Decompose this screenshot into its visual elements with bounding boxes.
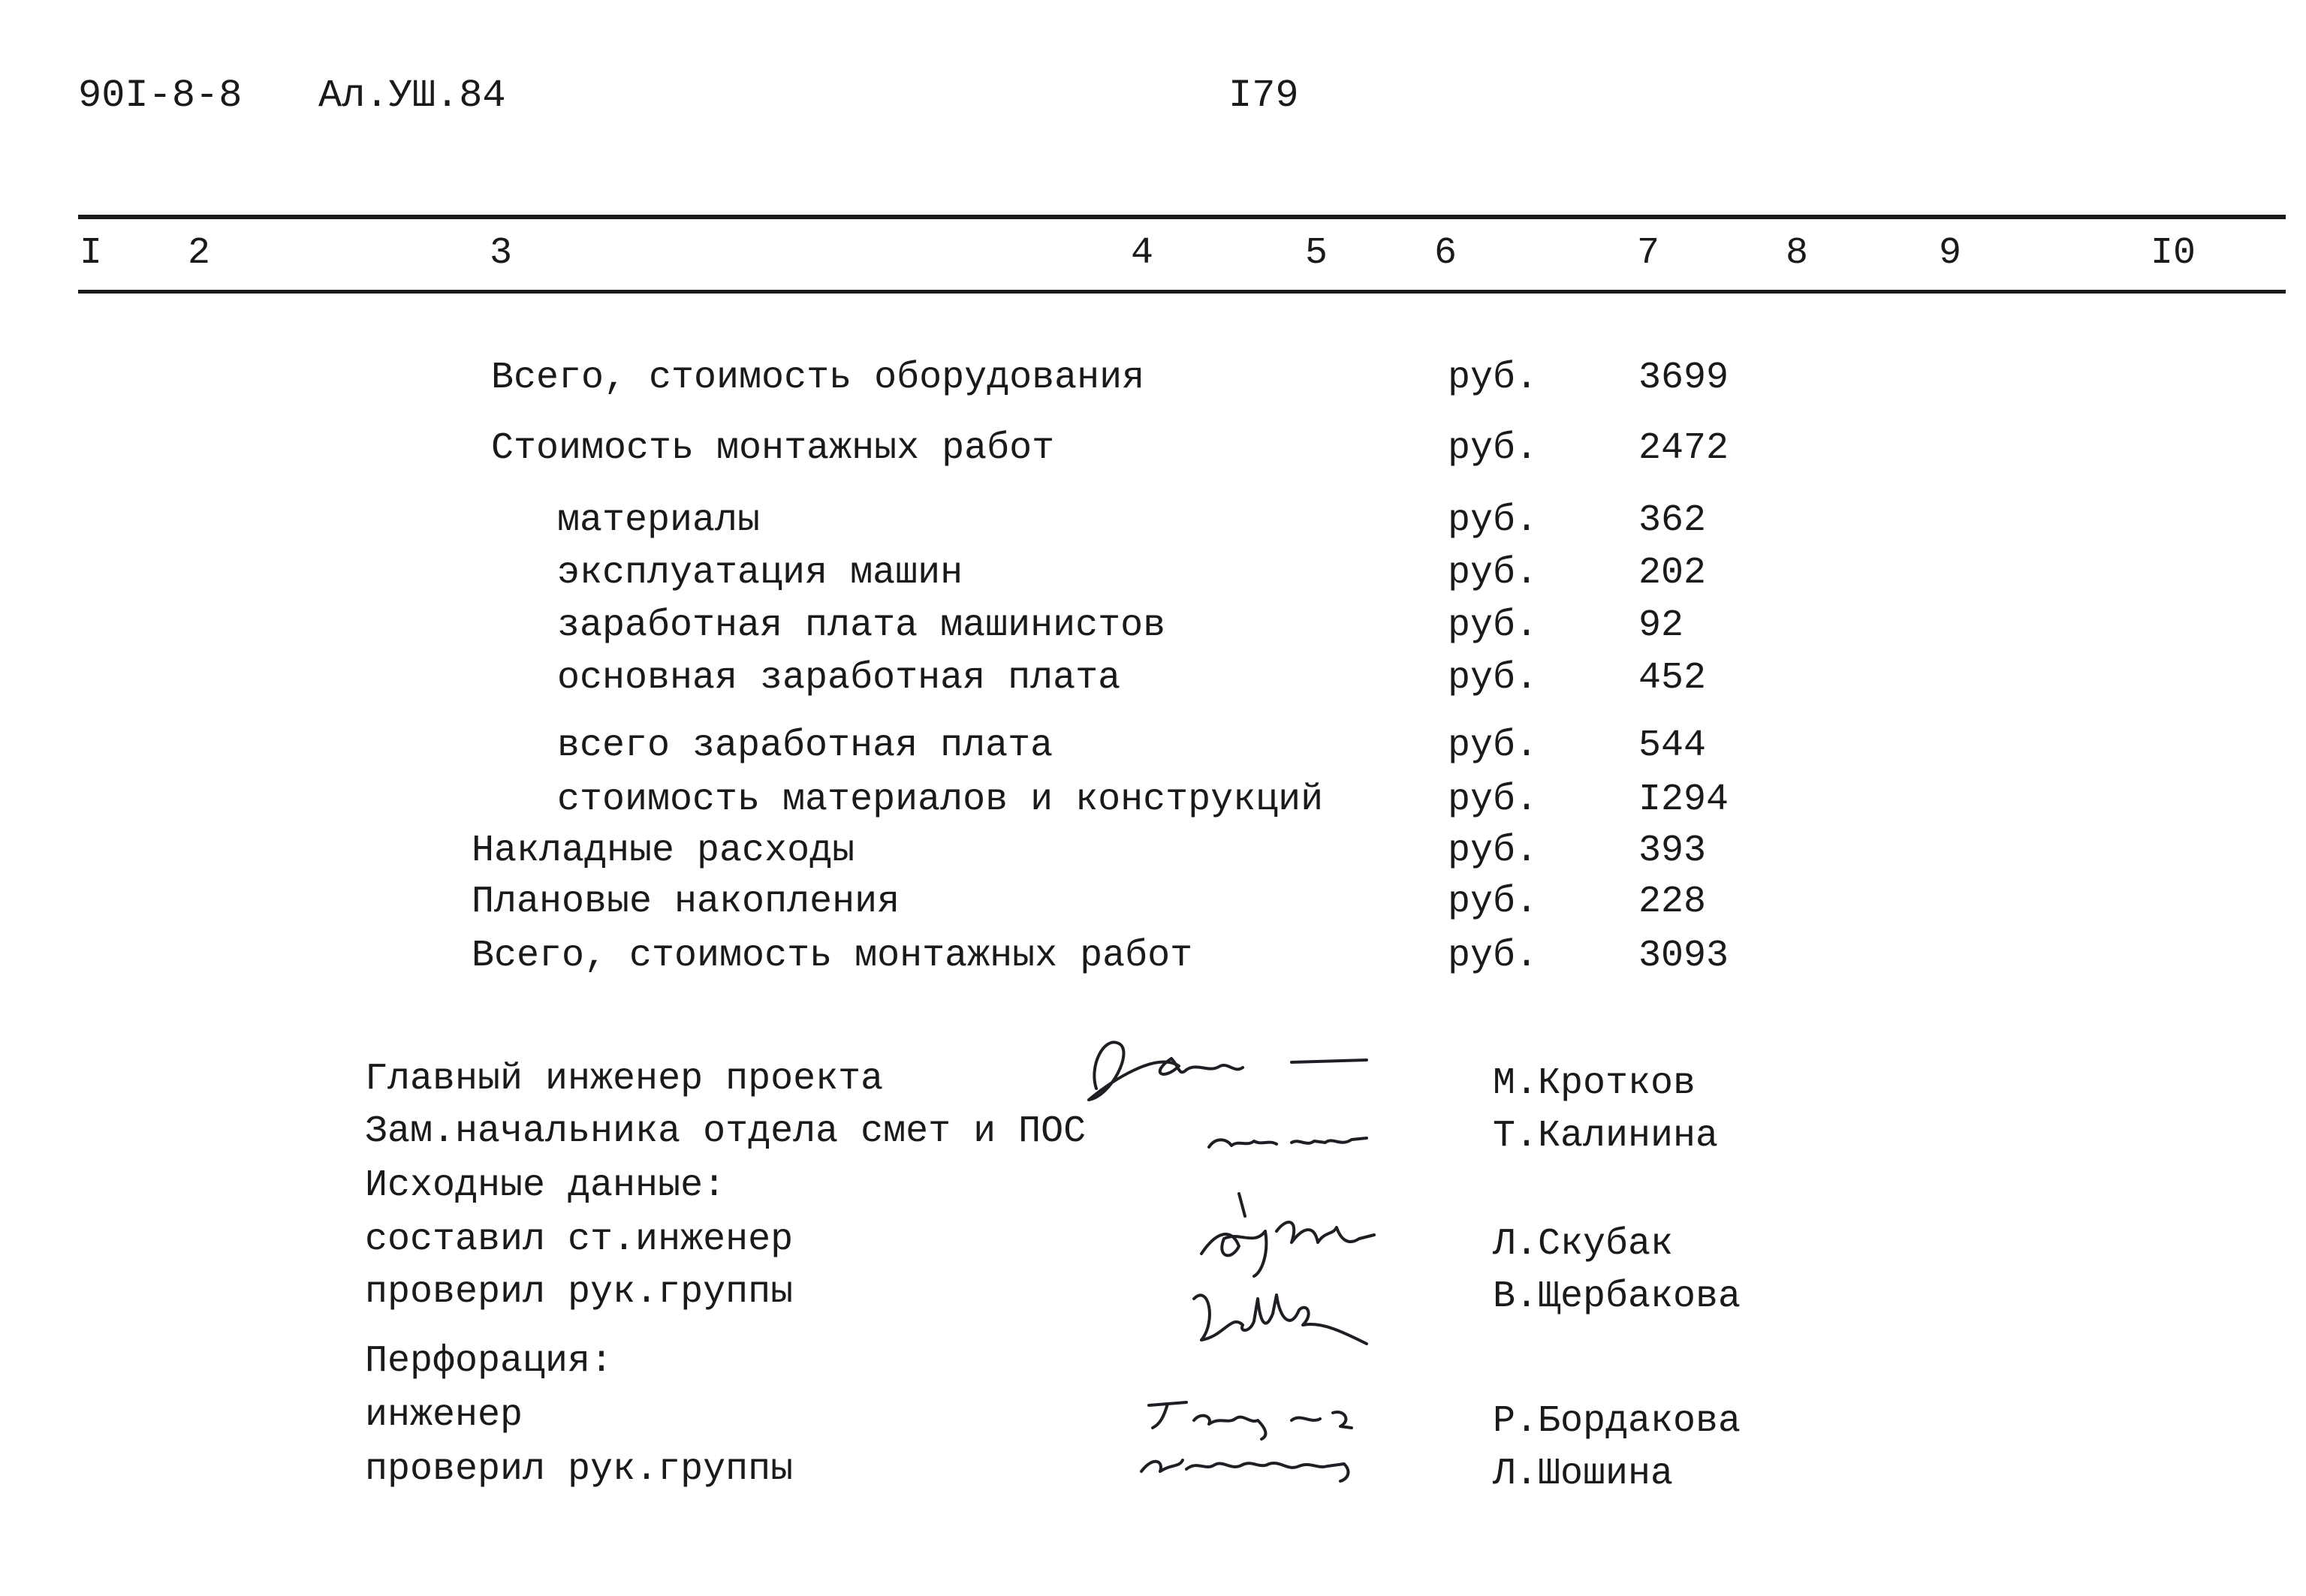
row-unit: руб. (1448, 357, 1539, 399)
table-header-rule (78, 290, 2286, 294)
row-unit: руб. (1448, 830, 1539, 872)
album-code: Ал.УШ.84 (318, 74, 506, 118)
signature-kr (1066, 1021, 1382, 1119)
signer-name: Л.Шошина (1493, 1453, 1674, 1495)
row-unit: руб. (1448, 724, 1539, 767)
signer-role: Зам.начальника отдела смет и ПОС (365, 1110, 1087, 1153)
row-unit: руб. (1448, 552, 1539, 595)
column-header-7: 7 (1637, 232, 1660, 275)
row-unit: руб. (1448, 935, 1539, 977)
row-unit: руб. (1448, 657, 1539, 700)
column-header-8: 8 (1786, 232, 1809, 275)
row-value: 92 (1638, 604, 1684, 647)
signer-role: Главный инженер проекта (365, 1058, 884, 1101)
row-label: Накладные расходы (472, 830, 855, 872)
row-value: 2472 (1638, 427, 1729, 470)
row-unit: руб. (1448, 778, 1539, 821)
signer-role: инженер (365, 1394, 523, 1437)
row-value: 393 (1638, 830, 1707, 872)
row-value: I294 (1638, 778, 1729, 821)
column-header-4: 4 (1131, 232, 1154, 275)
signer-name: М.Кротков (1493, 1062, 1696, 1105)
row-label: Стоимость монтажных работ (491, 427, 1055, 470)
document-code: 90I-8-8 (78, 74, 243, 118)
row-unit: руб. (1448, 881, 1539, 923)
row-value: 362 (1638, 499, 1707, 542)
signer-name: Р.Бордакова (1493, 1400, 1741, 1443)
table-top-rule (78, 215, 2286, 219)
row-value: 3093 (1638, 935, 1729, 977)
row-value: 3699 (1638, 357, 1729, 399)
column-header-9: 9 (1939, 232, 1962, 275)
signer-role: проверил рук.группы (365, 1271, 794, 1314)
row-label: эксплуатация машин (557, 552, 963, 595)
signer-name: В.Щербакова (1493, 1275, 1741, 1318)
signer-name: Т.Калинина (1493, 1115, 1719, 1158)
row-unit: руб. (1448, 499, 1539, 542)
page-number: I79 (1228, 74, 1299, 118)
signature-shosh (1126, 1438, 1397, 1490)
row-label: Плановые накопления (472, 881, 900, 923)
section-heading: Исходные данные: (365, 1164, 726, 1207)
signer-role: проверил рук.группы (365, 1448, 794, 1491)
row-label: основная заработная плата (557, 657, 1121, 700)
row-label: заработная плата машинистов (557, 604, 1166, 647)
row-label: стоимость материалов и конструкций (557, 778, 1324, 821)
row-value: 452 (1638, 657, 1707, 700)
column-header-6: 6 (1434, 232, 1457, 275)
row-unit: руб. (1448, 604, 1539, 647)
column-header-5: 5 (1305, 232, 1328, 275)
signer-name: Л.Скубак (1493, 1223, 1674, 1266)
section-heading: Перфорация: (365, 1340, 613, 1383)
column-header-2: 2 (188, 232, 211, 275)
signature-bord (1126, 1390, 1397, 1443)
row-label: Всего, стоимость монтажных работ (472, 935, 1193, 977)
row-label: всего заработная плата (557, 724, 1054, 767)
column-header-1: I (80, 232, 103, 275)
column-header-10: I0 (2151, 232, 2196, 275)
signature-kal (1201, 1117, 1382, 1162)
row-label: материалы (557, 499, 761, 542)
row-value: 228 (1638, 881, 1707, 923)
row-label: Всего, стоимость оборудования (491, 357, 1145, 399)
column-header-3: 3 (490, 232, 513, 275)
signature-shch (1171, 1269, 1412, 1351)
row-value: 202 (1638, 552, 1707, 595)
signer-role: составил ст.инженер (365, 1218, 794, 1261)
row-unit: руб. (1448, 427, 1539, 470)
row-value: 544 (1638, 724, 1707, 767)
